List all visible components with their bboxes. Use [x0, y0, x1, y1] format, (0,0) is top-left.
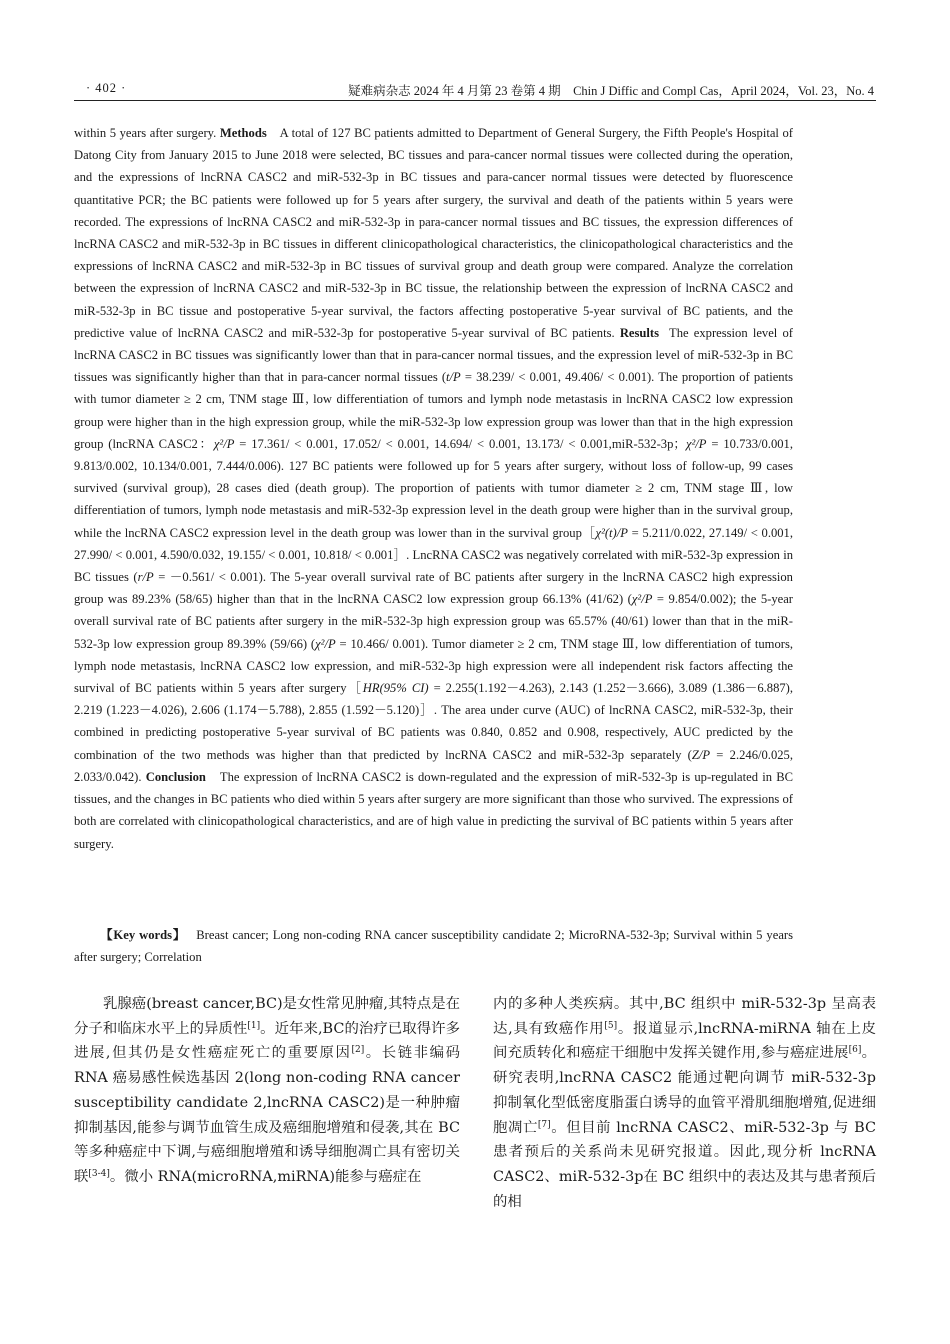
journal-citation: 疑难病杂志 2024 年 4 月第 23 卷第 4 期 Chin J Diffic and Compl Cas，April 2024，Vol. 23，No. 4 — [348, 84, 874, 98]
conclusion-label: Conclusion — [145, 769, 206, 784]
citation-ref[interactable]: [1] — [247, 1020, 261, 1031]
body-column-left: 乳腺癌(breast cancer,BC)是女性常见肿瘤,其特点是在分子和临床水平上的异质性[1]。近年来,BC的治疗已取得许多进展,但其仍是女性癌症死亡的重要原因[2]。长链非编码 RNA 癌易感性候选基因 2(long non-coding RNA cancer susceptibility candidate 2,lncRNA CASC2)是一种肿瘤抑制基因,能参与调节血管生成及癌细胞增殖和侵袭,其在 BC 等多种癌症中下调,与癌细胞增殖和诱导细胞凋亡具有密切关联[3-4]。微小 RNA(microRNA,miRNA)能参与癌症在 — [74, 996, 460, 1185]
citation-ref[interactable]: [3-4] — [88, 1168, 110, 1179]
conclusion-text: The expression of lncRNA CASC2 is down-regulated and the expression of miR-532-3p is up-regulated in BC tissues, and the changes in BC patients who died within 5 years after surgery are more significant than those who survived. The expressions of both are correlated with clinicopathological characteristics, and are of high value in predicting the survival of BC patients within 5 years after surgery. — [74, 769, 794, 851]
english-abstract — [74, 122, 793, 855]
citation-ref[interactable]: [5] — [604, 1020, 618, 1031]
citation-ref[interactable]: [7] — [537, 1119, 551, 1130]
abstract-intro: within 5 years after surgery. — [74, 126, 217, 140]
keywords-text: Breast cancer; Long non-coding RNA cancer susceptibility candidate 2; MicroRNA-532-3p; Survival within 5 years after surgery; Correlation — [74, 928, 793, 965]
citation-ref[interactable]: [2] — [351, 1045, 365, 1056]
key-words — [74, 924, 793, 968]
body-column-right: 内的多种人类疾病。其中,BC 组织中 miR-532-3p 呈高表达,具有致癌作用[5]。报道显示,lncRNA-miRNA 轴在上皮间充质转化和癌症干细胞中发挥关键作用,参与癌症进展[6]。研究表明,lncRNA CASC2 能通过靶向调节 miR-532-3p 抑制氧化型低密度脂蛋白诱导的血管平滑肌细胞增殖,促进细胞凋亡[7]。但目前 lncRNA CASC2、miR-532-3p 与 BC 患者预后的关系尚未见研究报道。因此,现分析 lncRNA CASC2、miR-532-3p在 BC 组织中的表达及其与患者预后的相 — [493, 996, 876, 1210]
results-label: Results — [619, 325, 660, 340]
methods-label: Methods — [219, 126, 267, 140]
running-header — [74, 80, 876, 101]
keywords-label: 【Key words】 — [100, 928, 187, 942]
page-number: · 402 · — [86, 81, 127, 95]
citation-ref[interactable]: [6] — [848, 1045, 862, 1056]
results-text: The expression level of lncRNA CASC2 in BC tissues was significantly lower than that in para-cancer normal tissues, and the expression level of miR-532-3p in BC tissues was significantly higher than that in para-cancer normal tissues (t/P = 38.239/ < 0.001, 49.406/ < 0.001). The proportion of patients with tumor diameter ≥ 2 cm, TNM stage Ⅲ, low differentiation of tumors and lymph node metastasis in lncRNA CASC2 low expression group were higher than in the high expression group, while the miR-532-3p low expression group was lower than that in the high expression group (lncRNA CASC2：χ²/P = 17.361/ < 0.001, 17.052/ < 0.001, 14.694/ < 0.001, 13.173/ < 0.001,miR-532-3p；χ²/P = 10.733/0.001, 9.813/0.002, 10.134/0.001, 7.444/0.006). 127 BC patients were followed up for 5 years after surgery, without loss of follow-up, 99 cases survived (survival group), 28 cases died (death group). The proportion of patients with tumor diameter ≥ 2 cm, TNM stage Ⅲ, low differentiation of tumors, lymph node metastasis and miR-532-3p expression level in the death group were higher than in the survival group, while the lncRNA CASC2 expression level in the death group was lower than in the survival group［χ²(t)/P = 5.211/0.022, 27.149/ < 0.001, 27.990/ < 0.001, 4.590/0.032, 19.155/ < 0.001, 10.818/ < 0.001］. LncRNA CASC2 was negatively correlated with miR-532-3p expression in BC tissues (r/P = －0.561/ < 0.001). The 5-year overall survival rate of BC patients after surgery in the lncRNA CASC2 high expression group was 89.23% (58/65) higher than that in the lncRNA CASC2 low expression group 66.13% (41/62) (χ²/P = 9.854/0.002); the 5-year overall survival rate of BC patients after surgery in the miR-532-3p high expression group was 65.57% (40/61) lower than that in the miR-532-3p low expression group 89.39% (59/66) (χ²/P = 10.466/ 0.001). Tumor diameter ≥ 2 cm, TNM stage Ⅲ, low differentiation of tumors, lymph node metastasis, lncRNA CASC2 low expression, and miR-532-3p high expression were all independent risk factors affecting the survival of BC patients within 5 years after surgery［HR(95% CI) = 2.255(1.192－4.263), 2.143 (1.252－3.666), 3.089 (1.386－6.887), 2.219 (1.223－4.026), 2.606 (1.174－5.788), 2.855 (1.592－5.120)］. The area under curve (AUC) of lncRNA CASC2, miR-532-3p, their combined in predicting postoperative 5-year survival of BC patients was 0.840, 0.852 and 0.908, respectively, AUC predicted by the combination of the two methods was higher than that predicted by lncRNA CASC2 and miR-532-3p separately (Z/P = 2.246/0.025, 2.033/0.042). — [74, 325, 794, 784]
methods-text: A total of 127 BC patients admitted to Department of General Surgery, the Fifth People's Hospital of Datong City from January 2015 to June 2018 were selected, BC tissues and para-cancer normal tissues were collected during the operation, and the expressions of lncRNA CASC2 and miR-532-3p in BC tissues and para-cancer normal tissues were detected by fluorescence quantitative PCR; the BC patients were followed up for 5 years after surgery, the survival and death of the patients within 5 years were recorded. The expressions of lncRNA CASC2 and miR-532-3p in para-cancer normal tissues and BC tissues, the expression differences of lncRNA CASC2 and miR-532-3p in BC tissues in different clinicopathological characteristics, the clinicopathological characteristics and the expressions of lncRNA CASC2 and miR-532-3p in BC tissues of survival group and death group were compared. Analyze the correlation between the expression of lncRNA CASC2 and miR-532-3p in BC tissue, the relationship between the expression of lncRNA CASC2 and miR-532-3p in BC tissue and postoperative 5-year survival, the factors affecting postoperative 5-year survival of BC patients, and the predictive value of lncRNA CASC2 and miR-532-3p for postoperative 5-year survival of BC patients. — [74, 126, 793, 340]
